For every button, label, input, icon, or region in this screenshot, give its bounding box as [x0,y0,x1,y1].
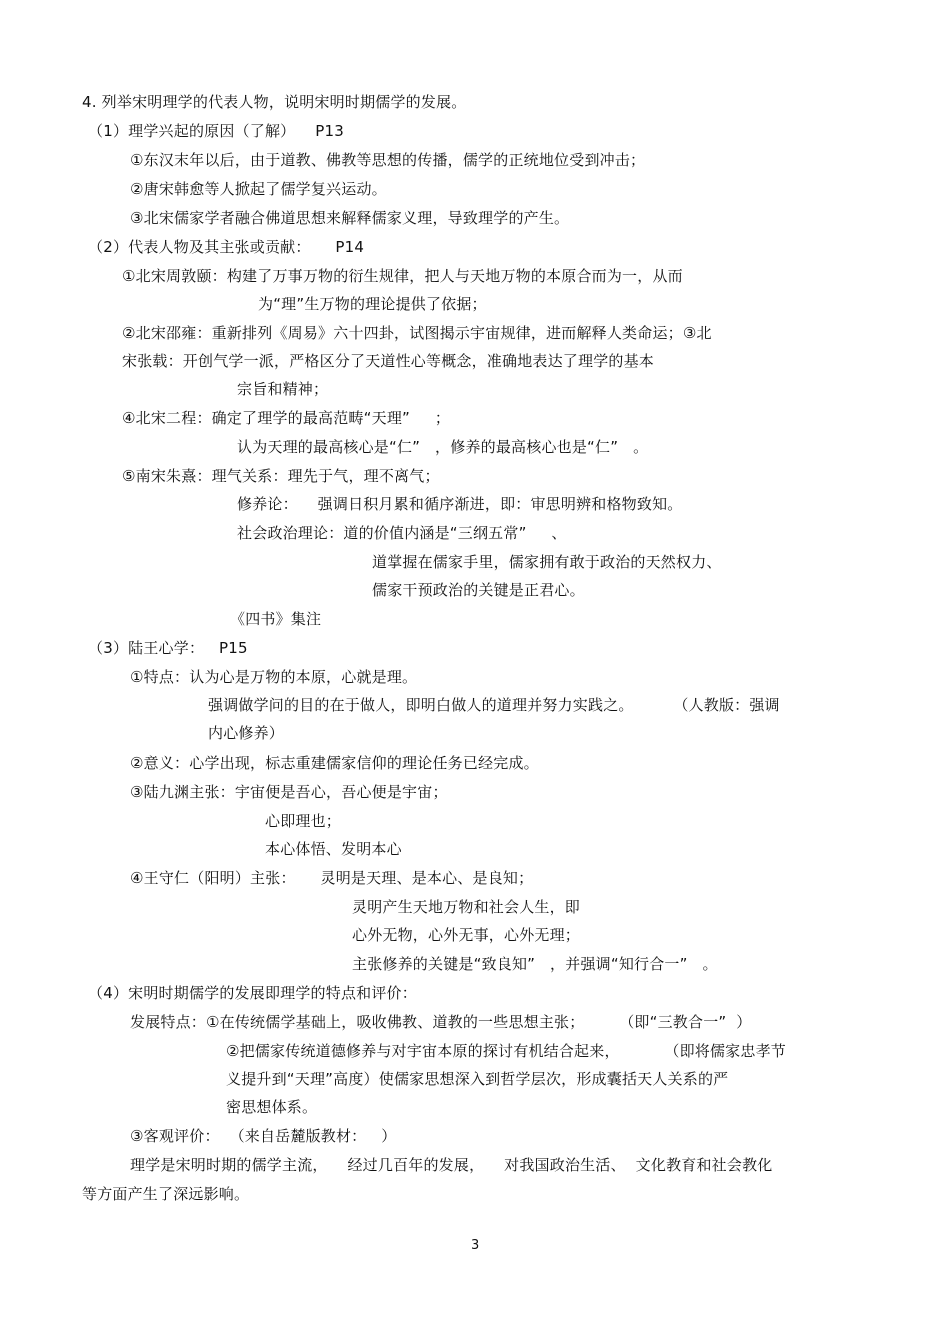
subsection-heading: （1）理学兴起的原因（了解） P13 [88,122,344,140]
text-line: 本心体悟、发明本心 [265,840,402,858]
text-line: ①特点：认为心是万物的本原，心就是理。 [130,668,418,686]
text-line: ②意义：心学出现，标志重建儒家信仰的理论任务已经完成。 [130,754,539,772]
text-line: ⑤南宋朱熹：理气关系：理先于气，理不离气； [122,467,440,485]
text-line: 为“理”生万物的理论提供了依据； [258,295,487,313]
subsection-heading: （4）宋明时期儒学的发展即理学的特点和评价： [88,984,417,1002]
text-line: 内心修养） [208,724,285,742]
text-line: ③陆九渊主张：宇宙便是吾心，吾心便是宇宙； [130,783,448,801]
text-line: ③客观评价： （来自岳麓版教材： ） [130,1127,397,1145]
text-line: 宋张载：开创气学一派，严格区分了天道性心等概念，准确地表达了理学的基本 [122,352,655,370]
section-heading: 4. 列举宋明理学的代表人物，说明宋明时期儒学的发展。 [82,93,467,111]
page-number: 3 [471,1238,480,1253]
text-line: 心外无物，心外无事，心外无理； [352,926,581,944]
text-line: 儒家干预政治的关键是正君心。 [372,581,585,599]
subsection-heading: （2）代表人物及其主张或贡献： P14 [88,238,365,256]
text-line: 修养论： 强调日积月累和循序渐进，即：审思明辨和格物致知。 [237,495,683,513]
text-line: 发展特点：①在传统儒学基础上，吸收佛教、道教的一些思想主张； （即“三教合一” ） [130,1013,752,1031]
text-line: 密思想体系。 [226,1098,318,1116]
text-line: 社会政治理论：道的价值内涵是“三纲五常” 、 [237,524,567,542]
text-line: 道掌握在儒家手里，儒家拥有敢于政治的天然权力、 [372,553,722,571]
text-line: 认为天理的最高核心是“仁” ，修养的最高核心也是“仁” 。 [237,438,649,456]
text-line: ②唐宋韩愈等人掀起了儒学复兴运动。 [130,180,387,198]
text-line: ③北宋儒家学者融合佛道思想来解释儒家义理，导致理学的产生。 [130,209,570,227]
text-line: 《四书》集注 [230,610,322,628]
text-line: 强调做学问的目的在于做人，即明白做人的道理并努力实践之。 （人教版：强调 [208,696,780,714]
text-line: ②北宋邵雍：重新排列《周易》六十四卦，试图揭示宇宙规律，进而解释人类命运；③北 [122,324,712,342]
subsection-heading: （3）陆王心学： P15 [88,639,248,657]
text-line: 义提升到“天理”高度）使儒家思想深入到哲学层次，形成囊括天人关系的严 [226,1070,729,1088]
text-line: 心即理也； [265,812,342,830]
text-line: 宗旨和精神； [237,380,329,398]
text-line: ②把儒家传统道德修养与对宇宙本原的探讨有机结合起来， （即将儒家忠孝节 [226,1042,786,1060]
text-line: ①北宋周敦颐：构建了万事万物的衍生规律，把人与天地万物的本原合而为一，从而 [122,267,683,285]
text-line: ④北宋二程：确定了理学的最高范畴“天理” ； [122,409,451,427]
text-line: ①东汉末年以后，由于道教、佛教等思想的传播，儒学的正统地位受到冲击； [130,151,646,169]
text-line: ④王守仁（阳明）主张： 灵明是天理、是本心、是良知； [130,869,534,887]
text-line: 等方面产生了深远影响。 [82,1185,250,1203]
text-line: 灵明产生天地万物和社会人生，即 [352,898,581,916]
text-line: 理学是宋明时期的儒学主流， 经过几百年的发展， 对我国政治生活、 文化教育和社会教化 [130,1156,773,1174]
text-line: 主张修养的关键是“致良知” ，并强调“知行合一” 。 [352,955,718,973]
